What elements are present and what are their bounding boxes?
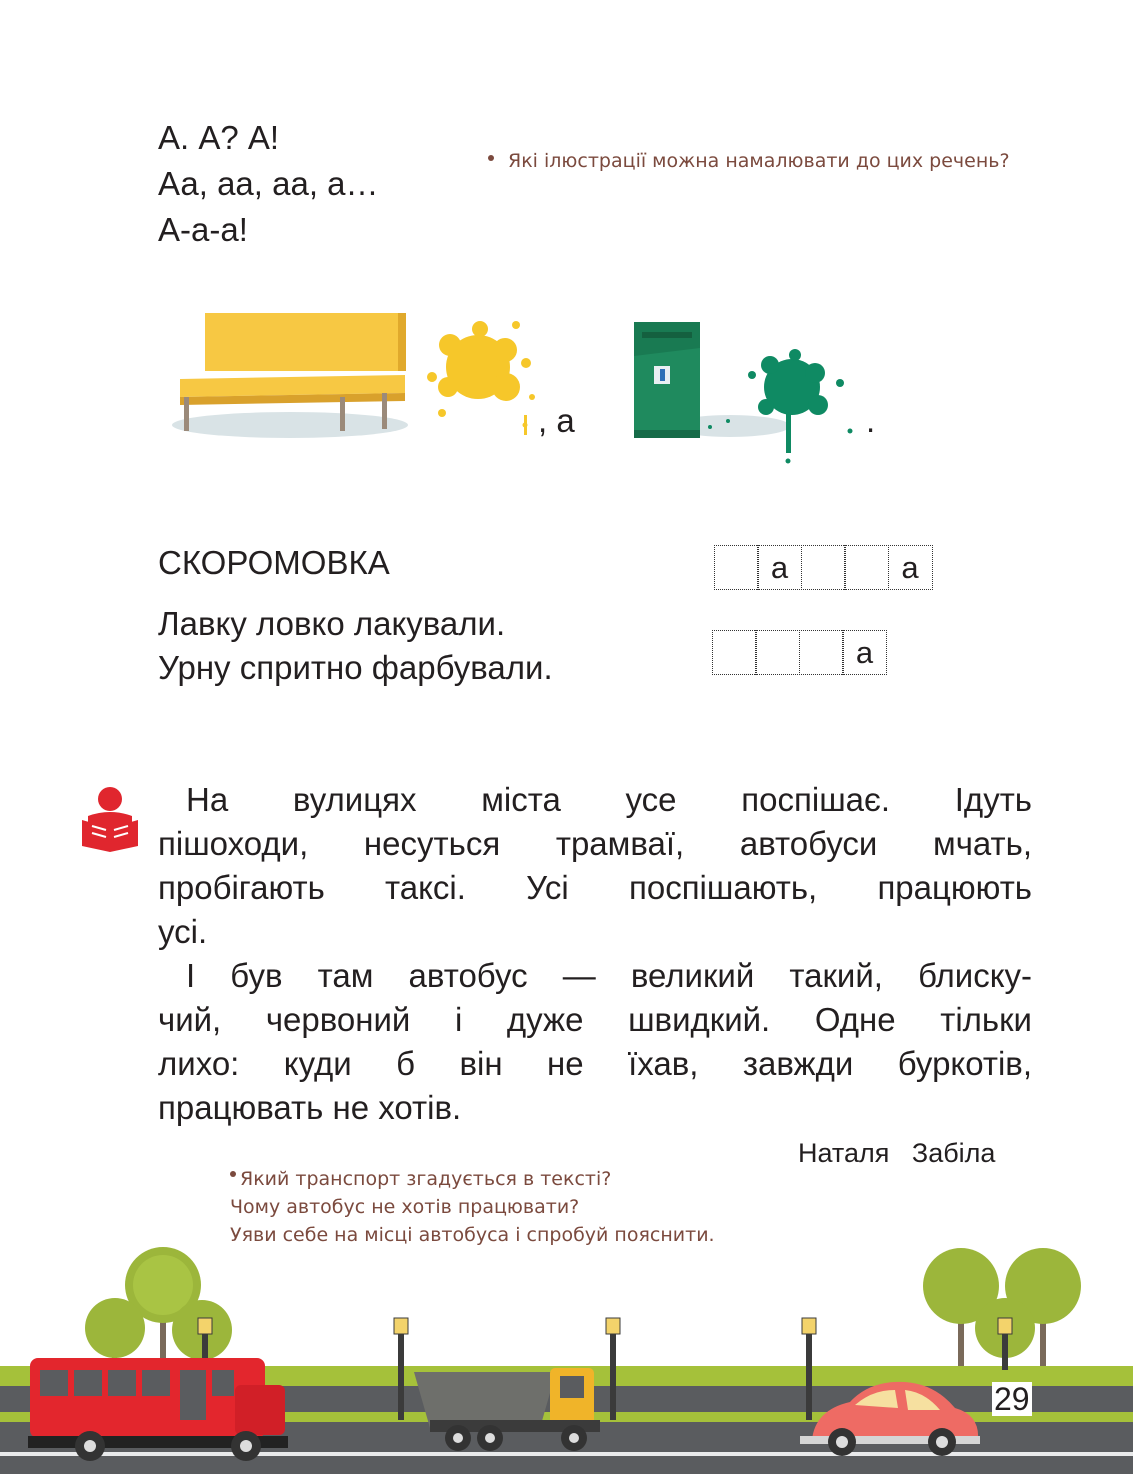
yellow-paint-splash xyxy=(420,305,545,440)
word-grid-1 xyxy=(715,545,933,590)
story-line-5: І був там автобус — великий такий, блиску- xyxy=(186,957,1032,994)
question-3: Уяви себе на місці автобуса і спробуй пояснити. xyxy=(230,1224,715,1246)
grid-cell[interactable] xyxy=(712,630,757,675)
bullet-icon xyxy=(488,155,494,161)
story-line-7: лихо: куди б він не їхав, завжди буркотів, xyxy=(158,1045,1032,1082)
story-line-3: пробігають таксі. Усі поспішають, працюють xyxy=(158,869,1032,906)
bench-illustration xyxy=(170,305,430,445)
picture-sentence-period: . xyxy=(866,402,876,439)
grid-cell[interactable]: а xyxy=(842,630,887,675)
questions xyxy=(230,1165,715,1249)
grid-cell[interactable]: а xyxy=(888,545,933,590)
reader-icon xyxy=(80,786,140,852)
intro-line-1: А. А? А! xyxy=(158,119,280,156)
grid-cell[interactable] xyxy=(714,545,759,590)
tongue-twister-line-1: Лавку ловко лакували. xyxy=(158,605,506,642)
story-text xyxy=(158,778,1032,1130)
street-illustration xyxy=(0,1240,1133,1474)
hint-top-text: Які ілюстрації можна намалювати до цих речень? xyxy=(508,150,1010,172)
grid-cell[interactable] xyxy=(799,630,844,675)
intro-lines xyxy=(158,115,379,253)
picture-sentence-comma-a: , а xyxy=(538,402,575,439)
story-line-2: пішоходи, несуться трамваї, автобуси мчать, xyxy=(158,825,1032,862)
story-line-4: усі. xyxy=(158,913,208,950)
tongue-twister-lines xyxy=(158,602,553,690)
story-line-6: чий, червоний і дуже швидкий. Одне тільки xyxy=(158,1001,1032,1038)
intro-line-2: Аа, аа, аа, а… xyxy=(158,165,379,202)
story-author: Наталя Забіла xyxy=(798,1138,996,1168)
hint-top xyxy=(488,150,1010,172)
grid-cell[interactable] xyxy=(844,545,889,590)
page-number: 29 xyxy=(994,1381,1030,1417)
question-1: Який транспорт згадується в тексті? xyxy=(230,1165,715,1193)
story-line-8: працювать не хотів. xyxy=(158,1089,462,1126)
green-paint-splash xyxy=(700,335,870,475)
story-line-1: На вулицях міста усе поспішає. Ідуть xyxy=(186,781,1032,818)
word-grid-2 xyxy=(713,630,887,675)
tongue-twister-line-2: Урну спритно фарбували. xyxy=(158,649,553,686)
question-2: Чому автобус не хотів працювати? xyxy=(230,1196,580,1218)
grid-cell[interactable] xyxy=(801,545,846,590)
grid-cell[interactable]: а xyxy=(757,545,802,590)
intro-line-3: А-а-а! xyxy=(158,211,248,248)
grid-cell[interactable] xyxy=(755,630,800,675)
bullet-icon xyxy=(230,1171,236,1177)
tongue-twister-title: СКОРОМОВКА xyxy=(158,544,390,581)
